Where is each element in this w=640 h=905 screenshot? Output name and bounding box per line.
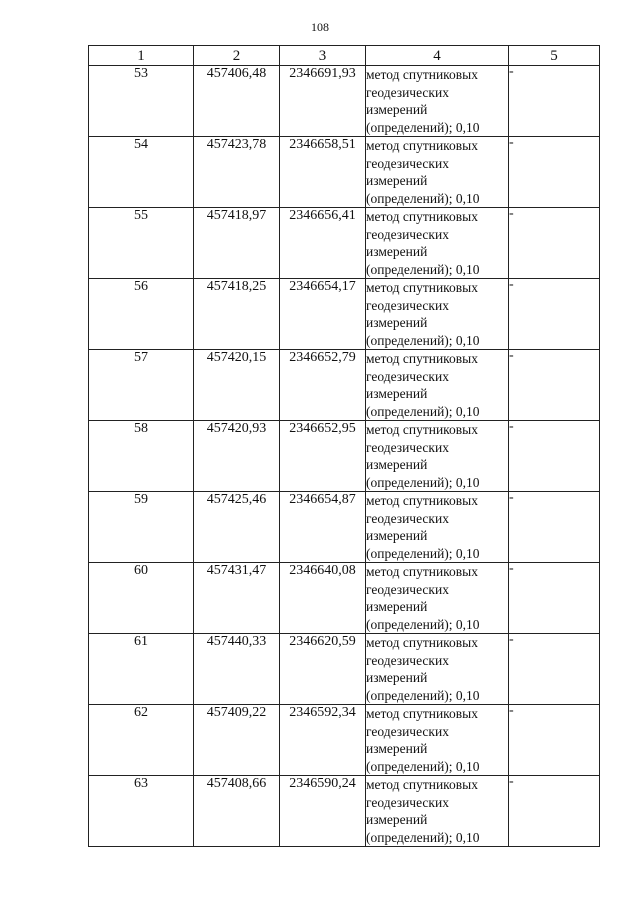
method-text-line: геодезических [366, 84, 449, 100]
coordinate-x-cell: 457431,47 [194, 563, 280, 634]
method-text-line: измерений [366, 244, 428, 259]
method-text-line: геодезических [366, 368, 449, 384]
header-col-2: 2 [194, 46, 280, 66]
method-text-line: метод спутниковых [366, 351, 478, 366]
table-row [89, 563, 600, 634]
page-number: 108 [311, 20, 329, 34]
point-number-cell: 56 [89, 279, 194, 350]
coordinate-x-cell: 457406,48 [194, 66, 280, 137]
header-col-5: 5 [509, 46, 600, 66]
table-row [89, 421, 600, 492]
point-number-cell: 58 [89, 421, 194, 492]
table-header-row [89, 46, 600, 66]
method-cell [366, 421, 509, 492]
note-cell: - [509, 279, 600, 350]
method-text-line: геодезических [366, 510, 449, 526]
method-cell [366, 208, 509, 279]
method-text-line: метод спутниковых [366, 280, 478, 295]
method-text-line: геодезических [366, 581, 449, 597]
method-text-line: геодезических [366, 439, 449, 455]
method-text-line: измерений [366, 670, 428, 685]
method-text-line: метод спутниковых [366, 706, 478, 721]
method-text-line: измерений [366, 599, 428, 614]
header-col-1: 1 [89, 46, 194, 66]
method-text-line: (определений); 0,10 [366, 758, 480, 774]
table-row [89, 705, 600, 776]
coordinate-x-cell: 457423,78 [194, 137, 280, 208]
method-text-line: измерений [366, 386, 428, 401]
coordinates-table [88, 45, 600, 847]
method-text-line: (определений); 0,10 [366, 616, 480, 632]
table-row [89, 776, 600, 847]
method-cell [366, 776, 509, 847]
method-cell [366, 705, 509, 776]
coordinate-y-cell: 2346654,87 [280, 492, 366, 563]
note-cell: - [509, 705, 600, 776]
note-cell: - [509, 208, 600, 279]
method-text-line: геодезических [366, 297, 449, 313]
method-text-line: (определений); 0,10 [366, 403, 480, 419]
method-text-line: геодезических [366, 723, 449, 739]
coordinate-x-cell: 457408,66 [194, 776, 280, 847]
table-row [89, 208, 600, 279]
table-body [89, 66, 600, 847]
method-text-line: измерений [366, 528, 428, 543]
method-text-line: (определений); 0,10 [366, 474, 480, 490]
note-cell: - [509, 421, 600, 492]
coordinate-y-cell: 2346652,79 [280, 350, 366, 421]
method-cell [366, 563, 509, 634]
point-number-cell: 54 [89, 137, 194, 208]
method-text-line: (определений); 0,10 [366, 829, 480, 845]
table-row [89, 634, 600, 705]
method-text-line: (определений); 0,10 [366, 190, 480, 206]
method-text-line: измерений [366, 315, 428, 330]
method-text-line: (определений); 0,10 [366, 119, 480, 135]
table-row [89, 66, 600, 137]
point-number-cell: 63 [89, 776, 194, 847]
point-number-cell: 62 [89, 705, 194, 776]
coordinate-y-cell: 2346590,24 [280, 776, 366, 847]
method-text-line: (определений); 0,10 [366, 261, 480, 277]
coordinate-y-cell: 2346640,08 [280, 563, 366, 634]
note-cell: - [509, 66, 600, 137]
coordinate-x-cell: 457409,22 [194, 705, 280, 776]
method-text-line: метод спутниковых [366, 422, 478, 437]
coordinate-y-cell: 2346658,51 [280, 137, 366, 208]
method-text-line: метод спутниковых [366, 493, 478, 508]
method-text-line: измерений [366, 102, 428, 117]
coordinate-x-cell: 457420,15 [194, 350, 280, 421]
coordinate-y-cell: 2346656,41 [280, 208, 366, 279]
method-text-line: измерений [366, 741, 428, 756]
header-col-3: 3 [280, 46, 366, 66]
point-number-cell: 61 [89, 634, 194, 705]
method-text-line: измерений [366, 812, 428, 827]
method-cell [366, 350, 509, 421]
point-number-cell: 57 [89, 350, 194, 421]
note-cell: - [509, 776, 600, 847]
table-row [89, 137, 600, 208]
table-row [89, 279, 600, 350]
coordinate-x-cell: 457440,33 [194, 634, 280, 705]
point-number-cell: 59 [89, 492, 194, 563]
method-text-line: метод спутниковых [366, 564, 478, 579]
coordinate-x-cell: 457420,93 [194, 421, 280, 492]
table-row [89, 350, 600, 421]
method-text-line: измерений [366, 173, 428, 188]
method-text-line: (определений); 0,10 [366, 545, 480, 561]
method-text-line: измерений [366, 457, 428, 472]
coordinate-y-cell: 2346654,17 [280, 279, 366, 350]
method-text-line: геодезических [366, 155, 449, 171]
point-number-cell: 53 [89, 66, 194, 137]
coordinate-y-cell: 2346691,93 [280, 66, 366, 137]
point-number-cell: 55 [89, 208, 194, 279]
method-text-line: геодезических [366, 226, 449, 242]
method-text-line: метод спутниковых [366, 67, 478, 82]
method-cell [366, 634, 509, 705]
method-cell [366, 66, 509, 137]
note-cell: - [509, 634, 600, 705]
method-text-line: метод спутниковых [366, 777, 478, 792]
method-text-line: метод спутниковых [366, 138, 478, 153]
method-cell [366, 492, 509, 563]
point-number-cell: 60 [89, 563, 194, 634]
coordinate-x-cell: 457418,97 [194, 208, 280, 279]
method-text-line: (определений); 0,10 [366, 332, 480, 348]
table-row [89, 492, 600, 563]
note-cell: - [509, 350, 600, 421]
method-text-line: метод спутниковых [366, 635, 478, 650]
method-text-line: метод спутниковых [366, 209, 478, 224]
method-cell [366, 137, 509, 208]
note-cell: - [509, 492, 600, 563]
coordinate-y-cell: 2346652,95 [280, 421, 366, 492]
header-col-4: 4 [366, 46, 509, 66]
method-text-line: (определений); 0,10 [366, 687, 480, 703]
coordinate-y-cell: 2346620,59 [280, 634, 366, 705]
method-cell [366, 279, 509, 350]
method-text-line: геодезических [366, 794, 449, 810]
coordinate-x-cell: 457425,46 [194, 492, 280, 563]
coordinate-y-cell: 2346592,34 [280, 705, 366, 776]
note-cell: - [509, 137, 600, 208]
method-text-line: геодезических [366, 652, 449, 668]
note-cell: - [509, 563, 600, 634]
coordinate-x-cell: 457418,25 [194, 279, 280, 350]
